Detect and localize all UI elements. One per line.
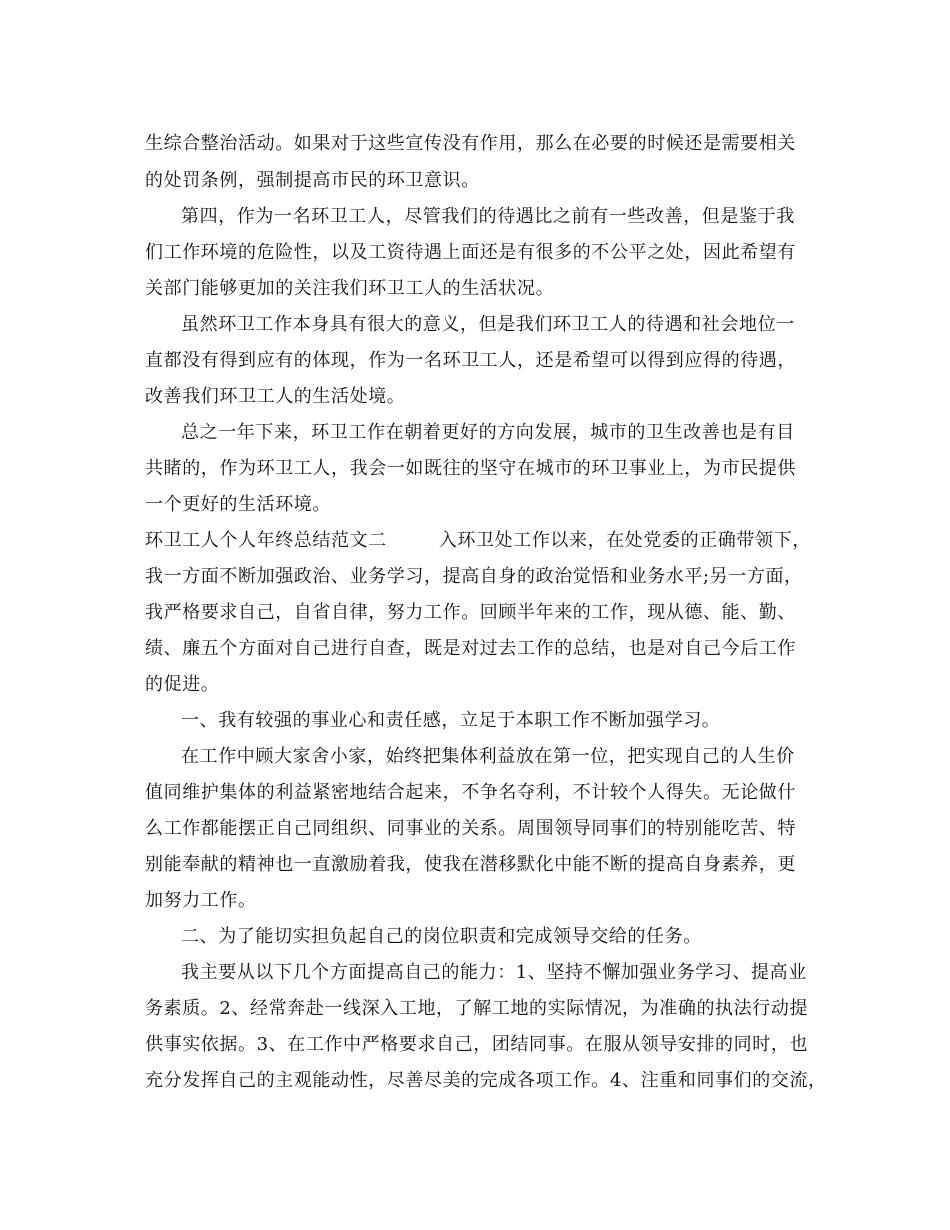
text-line: 关部门能够更加的关注我们环卫工人的生活状况。 (145, 278, 555, 299)
text-line: 么工作都能摆正自己同组织、同事业的关系。周围领导同事们的特别能吃苦、特 (145, 818, 796, 839)
text-line: 务素质。2、经常奔赴一线深入工地，了解工地的实际情况，为准确的执法行动提 (145, 998, 809, 1019)
text-line: 我严格要求自己，自省自律，努力工作。回顾半年来的工作，现从德、能、勤、 (145, 602, 796, 623)
paragraph-start-line: 虽然环卫工作本身具有很大的意义，但是我们环卫工人的待遇和社会地位一 (181, 314, 795, 335)
section-heading: 环卫工人个人年终总结范文二 (145, 530, 387, 551)
text-line: 加努力工作。 (145, 890, 257, 911)
section-heading-line (145, 528, 811, 554)
text-line: 值同维护集体的利益紧密地结合起来，不争名夺利，不计较个人得失。无论做什 (145, 782, 796, 803)
text-line: 我一方面不断加强政治、业务学习，提高自身的政治觉悟和业务水平;另一方面， (145, 566, 803, 587)
subheading-line: 一、我有较强的事业心和责任感，立足于本职工作不断加强学习。 (181, 710, 721, 731)
text-line: 改善我们环卫工人的生活处境。 (145, 386, 406, 407)
text-line: 绩、廉五个方面对自己进行自查，既是对过去工作的总结，也是对自己今后工作 (145, 638, 796, 659)
text-line: 们工作环境的危险性，以及工资待遇上面还是有很多的不公平之处，因此希望有 (145, 242, 796, 263)
paragraph-start-line: 在工作中顾大家舍小家，始终把集体利益放在第一位，把实现自己的人生价 (181, 746, 795, 767)
paragraph-start-line: 第四，作为一名环卫工人，尽管我们的待遇比之前有一些改善，但是鉴于我 (181, 206, 795, 227)
paragraph-start-line: 我主要从以下几个方面提高自己的能力：1、坚持不懈加强业务学习、提高业 (181, 962, 807, 983)
text-line: 供事实依据。3、在工作中严格要求自己，团结同事。在服从领导安排的同时，也 (145, 1034, 809, 1055)
text-line: 一个更好的生活环境。 (145, 494, 331, 515)
text-line: 生综合整治活动。如果对于这些宣传没有作用，那么在必要的时候还是需要相关 (145, 133, 796, 154)
paragraph-start-line: 总之一年下来，环卫工作在朝着更好的方向发展，城市的卫生改善也是有目 (181, 422, 795, 443)
text-line: 充分发挥自己的主观能动性，尽善尽美的完成各项工作。4、注重和同事们的交流， (145, 1070, 827, 1091)
text-line: 的处罚条例，强制提高市民的环卫意识。 (145, 170, 480, 191)
text-line: 别能奉献的精神也一直激励着我，使我在潜移默化中能不断的提高自身素养，更 (145, 854, 796, 875)
text-line: 直都没有得到应有的体现，作为一名环卫工人，还是希望可以得到应得的待遇， (145, 350, 796, 371)
text-line: 的促进。 (145, 674, 220, 695)
section-intro: 入环卫处工作以来，在处党委的正确带领下， (438, 530, 811, 551)
subheading-line: 二、为了能切实担负起自己的岗位职责和完成领导交给的任务。 (181, 926, 702, 947)
text-line: 共睹的，作为环卫工人，我会一如既往的坚守在城市的环卫事业上，为市民提供 (145, 458, 796, 479)
